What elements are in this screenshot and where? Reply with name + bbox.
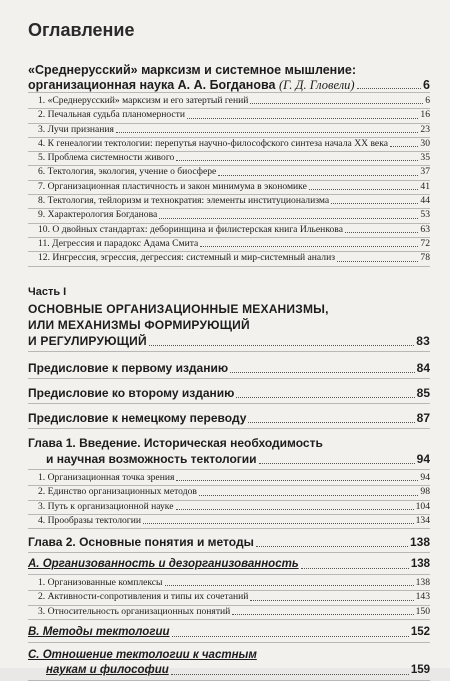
toc-item[interactable] (28, 109, 430, 123)
leader-dots (248, 422, 414, 423)
toc-item-page: 35 (420, 152, 430, 164)
preface-page: 87 (416, 411, 430, 425)
leader-dots (149, 345, 414, 346)
sectionB-title: В. Методы тектологии (28, 626, 170, 639)
toc-item-title: 4. Прообразы тектологии (38, 514, 141, 526)
part-label: Часть I (28, 286, 67, 298)
leader-dots (390, 146, 418, 147)
sectionB-page: 152 (410, 626, 430, 639)
toc-item-page: 37 (420, 166, 430, 178)
sectionA-item-list (28, 577, 430, 620)
chapter1-page: 94 (416, 452, 430, 466)
part1-section (28, 286, 430, 681)
toc-item[interactable] (28, 195, 430, 209)
part-title-row[interactable] (28, 333, 430, 352)
toc-item-page: 98 (420, 486, 430, 498)
part-page: 83 (416, 334, 430, 348)
preface-page: 84 (416, 361, 430, 375)
toc-item-page: 53 (420, 209, 430, 221)
intro-title-line2: организационная наука А. А. Богданова (28, 78, 276, 92)
preface-page: 85 (416, 386, 430, 400)
part-title-line1: ОСНОВНЫЕ ОРГАНИЗАЦИОННЫЕ МЕХАНИЗМЫ, (28, 302, 329, 316)
intro-section (28, 62, 430, 267)
toc-item-title: 1. «Среднерусский» марксизм и его затертый гений (38, 95, 249, 106)
chapter2-title: Глава 2. Основные понятия и методы (28, 535, 254, 550)
toc-item-page: 138 (415, 577, 430, 589)
toc-item-title: 2. Печальная судьба планомерности (38, 109, 186, 121)
leader-dots (172, 636, 409, 637)
preface-row[interactable] (28, 360, 430, 379)
sectionC-line1-text: С. Отношение тектологии к частным (28, 649, 257, 662)
intro-title-row[interactable] (28, 78, 430, 93)
leader-dots (230, 372, 415, 373)
toc-item-page: 94 (420, 472, 430, 483)
toc-item[interactable] (28, 95, 430, 109)
part-title-line3: И РЕГУЛИРУЮЩИЙ (28, 334, 147, 348)
toc-item[interactable] (28, 181, 430, 195)
preface-title: Предисловие ко второму изданию (28, 386, 235, 400)
toc-item[interactable] (28, 152, 430, 166)
leader-dots (200, 246, 418, 247)
leader-dots (171, 674, 409, 675)
toc-item[interactable] (28, 138, 430, 152)
sectionA-row[interactable] (28, 557, 430, 575)
toc-item-page: 150 (415, 605, 430, 617)
toc-item-page: 16 (420, 109, 430, 121)
toc-item-title: 3. Путь к организационной науке (38, 500, 174, 512)
toc-item-page: 6 (425, 95, 430, 106)
leader-dots (256, 546, 408, 547)
leader-dots (232, 614, 413, 615)
intro-title-line1: «Среднерусский» марксизм и системное мышление: (28, 63, 357, 77)
toc-item[interactable] (28, 606, 430, 620)
preface-list (28, 360, 430, 429)
preface-title: Предисловие к первому изданию (28, 361, 229, 375)
preface-title: Предисловие к немецкому переводу (28, 411, 247, 425)
leader-dots (199, 495, 418, 496)
toc-item[interactable] (28, 166, 430, 180)
toc-item-title: 6. Тектология, экология, учение о биосфере (38, 166, 217, 178)
intro-page: 6 (423, 78, 430, 92)
toc-item-title: 2. Единство организационных методов (38, 486, 197, 498)
toc-item[interactable] (28, 515, 430, 529)
toc-item-page: 104 (415, 500, 430, 512)
toc-item-page: 23 (420, 123, 430, 135)
toc-item[interactable] (28, 577, 430, 591)
toc-item-title: 9. Характерология Богданова (38, 209, 158, 221)
chapter1-item-list (28, 472, 430, 529)
sectionB-row[interactable] (28, 625, 430, 643)
chapter1 (28, 435, 430, 529)
toc-item-title: 1. Организованные комплексы (38, 577, 163, 589)
leader-dots (345, 232, 418, 233)
chapter1-row[interactable] (28, 451, 430, 470)
intro-author: (Г. Д. Гловели) (278, 78, 355, 92)
leader-dots (218, 175, 418, 176)
sectionC-row[interactable] (28, 663, 430, 681)
leader-dots (143, 523, 414, 524)
chapter2-page: 138 (409, 535, 430, 550)
toc-item[interactable] (28, 224, 430, 238)
leader-dots (187, 118, 418, 119)
toc-item[interactable] (28, 486, 430, 500)
toc-item[interactable] (28, 238, 430, 252)
chapter1-line1: Глава 1. Введение. Историческая необходимость (28, 436, 323, 450)
leader-dots (250, 600, 413, 601)
preface-row[interactable] (28, 385, 430, 404)
sectionA-page: 138 (410, 558, 430, 571)
toc-item-page: 134 (415, 514, 430, 526)
toc-item-page: 44 (420, 195, 430, 207)
leader-dots (236, 397, 414, 398)
preface-row[interactable] (28, 410, 430, 429)
leader-dots (337, 261, 418, 262)
toc-item-title: 10. О двойных стандартах: деборинщина и филистерская книга Ильенкова (38, 223, 343, 235)
leader-dots (250, 103, 423, 104)
sectionC-line1 (28, 648, 430, 663)
toc-item-page: 41 (420, 180, 430, 192)
chapter2-row[interactable] (28, 534, 430, 553)
toc-item-page: 63 (420, 223, 430, 235)
toc-item-title: 2. Активности-сопротивления и типы их сочетаний (38, 591, 249, 603)
toc-item[interactable] (28, 252, 430, 266)
toc-item[interactable] (28, 209, 430, 223)
sectionC-page: 159 (410, 664, 430, 677)
toc-item-title: 12. Ингрессия, эгрессия, дегрессия: системный и мир-системный анализ (38, 252, 335, 264)
toc-item[interactable] (28, 124, 430, 138)
toc-item-title: 7. Организационная пластичность и закон минимума в экономике (38, 180, 307, 192)
leader-dots (301, 568, 409, 569)
toc-item-page: 143 (415, 591, 430, 603)
leader-dots (165, 585, 414, 586)
leader-dots (176, 480, 418, 481)
leader-dots (259, 463, 415, 464)
toc-item-title: 1. Организационная точка зрения (38, 472, 175, 483)
leader-dots (309, 189, 419, 190)
chapter1-line2: и научная возможность тектологии (46, 452, 257, 466)
sectionA-title: А. Организованность и дезорганизованность (28, 558, 299, 571)
toc-item-page: 78 (420, 252, 430, 264)
leader-dots (331, 203, 418, 204)
toc-item-page: 30 (420, 137, 430, 149)
leader-dots (159, 218, 418, 219)
toc-item[interactable] (28, 472, 430, 486)
toc-item[interactable] (28, 501, 430, 515)
chapter2 (28, 534, 430, 681)
leader-dots (176, 160, 418, 161)
toc-item-title: 11. Дегрессия и парадокс Адама Смита (38, 237, 199, 249)
sectionC-line2: наукам и философии (46, 664, 169, 677)
part-title-line2: ИЛИ МЕХАНИЗМЫ ФОРМИРУЮЩИЙ (28, 318, 250, 332)
toc-item-page: 72 (420, 237, 430, 249)
toc-item[interactable] (28, 591, 430, 605)
toc-item-title: 5. Проблема системности живого (38, 152, 175, 164)
toc-item-title: 8. Тектология, тейлоризм и технократия: элементы институционализма (38, 195, 330, 207)
leader-dots (357, 88, 421, 89)
page-title: Оглавление (28, 20, 135, 40)
toc-item-title: 3. Относительность организационных понятий (38, 605, 231, 617)
leader-dots (116, 132, 418, 133)
toc-item-title: 4. К генеалогии тектологии: перепутья научно-философского синтеза начала XX века (38, 137, 388, 149)
toc-item-title: 3. Лучи признания (38, 123, 114, 135)
intro-item-list (28, 95, 430, 267)
leader-dots (176, 509, 414, 510)
